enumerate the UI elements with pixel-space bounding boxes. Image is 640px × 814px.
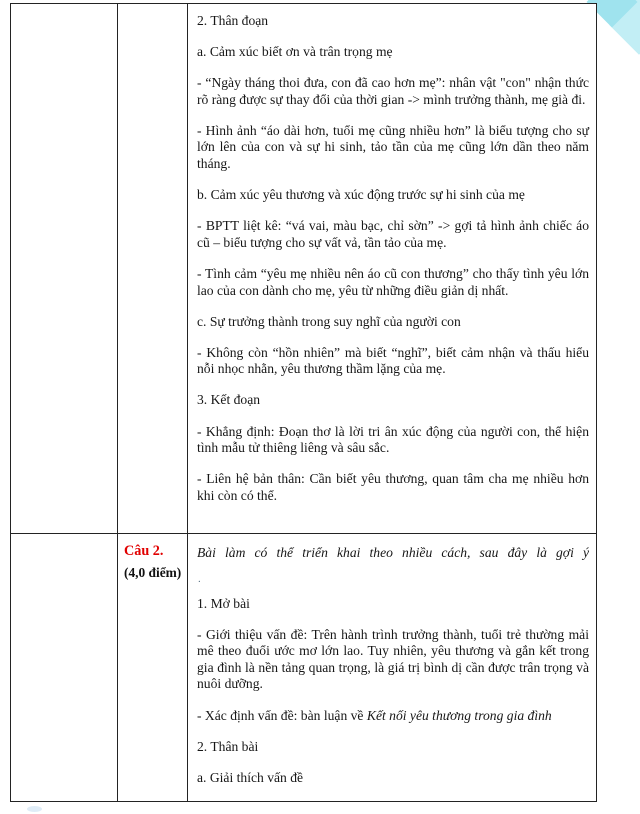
paragraph: 1. Mở bài — [197, 595, 250, 611]
paragraph: - Giới thiệu vấn đề: Trên hành trình trưởng thành, tuổi trẻ thường mải mê theo đuổi ước mơ lớn lao. Tuy nhiên, yêu thương và gắn kết trong gia đình là nền tảng quan trọng, là giá trị bình dị cần được trân trọng và nuôi dưỡng. — [197, 626, 589, 692]
paragraph: - Liên hệ bản thân: Cần biết yêu thương, quan tâm cha mẹ nhiều hơn khi còn có thể. — [197, 471, 589, 503]
paragraph: - “Ngày tháng thoi đưa, con đã cao hơn mẹ”: nhân vật "con" nhận thức rõ ràng được sự thay đổi của thời gian -> mình trưởng thành, mẹ già đi. — [197, 75, 589, 107]
stray-period: . — [198, 572, 201, 585]
define-topic-italic: Kết nối yêu thương trong gia đình — [366, 707, 552, 723]
points-cell-empty — [118, 4, 188, 534]
define-topic-prefix: - Xác định vấn đề: bàn luận về — [197, 707, 367, 723]
guideline-note-italic: Bài làm có thể triển khai theo nhiều cách, sau đây là gợi ý — [197, 545, 589, 560]
question-cell-empty — [11, 4, 118, 534]
paragraph: b. Cảm xúc yêu thương và xúc động trước sự hi sinh của mẹ — [197, 187, 525, 203]
answer-rubric-table — [10, 3, 597, 802]
paragraph: - Không còn “hồn nhiên” mà biết “nghĩ”, biết cảm nhận và thấu hiểu nỗi nhọc nhằn, yêu thương thầm lặng của mẹ. — [197, 344, 589, 377]
paragraph: - Tình cảm “yêu mẹ nhiều nên áo cũ con thương” cho thấy tình yêu lớn lao của con dành cho mẹ, yêu từ những điều giản dị nhất. — [197, 265, 589, 298]
table-row — [11, 534, 597, 802]
paragraph: 2. Thân đoạn — [197, 13, 269, 28]
paragraph: c. Sự trưởng thành trong suy nghĩ của người con — [197, 313, 461, 329]
paragraph: 2. Thân bài — [197, 738, 259, 754]
table-row — [11, 4, 597, 534]
page-edge-smudge — [27, 806, 42, 812]
paragraph: - Khẳng định: Đoạn thơ là lời tri ân xúc động của người con, thể hiện tình mẫu tử thiêng liêng và sâu sắc. — [197, 423, 589, 456]
answer-cell-question1 — [188, 4, 597, 534]
points-label: (4,0 điểm) — [124, 565, 182, 580]
question-label: Câu 2. — [124, 543, 164, 559]
question-cell-empty — [11, 534, 118, 802]
question-points-cell — [118, 534, 188, 802]
answer-cell-question2 — [188, 534, 597, 802]
paragraph: - Hình ảnh “áo dài hơn, tuổi mẹ cũng nhiều hơn” là biểu tượng cho sự lớn lên của con và sự hi sinh, tảo tần của mẹ cũng lớn dần theo năm tháng. — [197, 122, 589, 172]
paragraph: a. Giải thích vấn đề — [197, 769, 304, 785]
paragraph — [197, 708, 589, 725]
paragraph: - BPTT liệt kê: “vá vai, màu bạc, chỉ sờn” -> gợi tả hình ảnh chiếc áo cũ – biểu tượng cho sự vất vả, tần tảo của mẹ. — [197, 218, 589, 250]
paragraph: a. Cảm xúc biết ơn và trân trọng mẹ — [197, 44, 393, 60]
paragraph: 3. Kết đoạn — [197, 392, 261, 408]
